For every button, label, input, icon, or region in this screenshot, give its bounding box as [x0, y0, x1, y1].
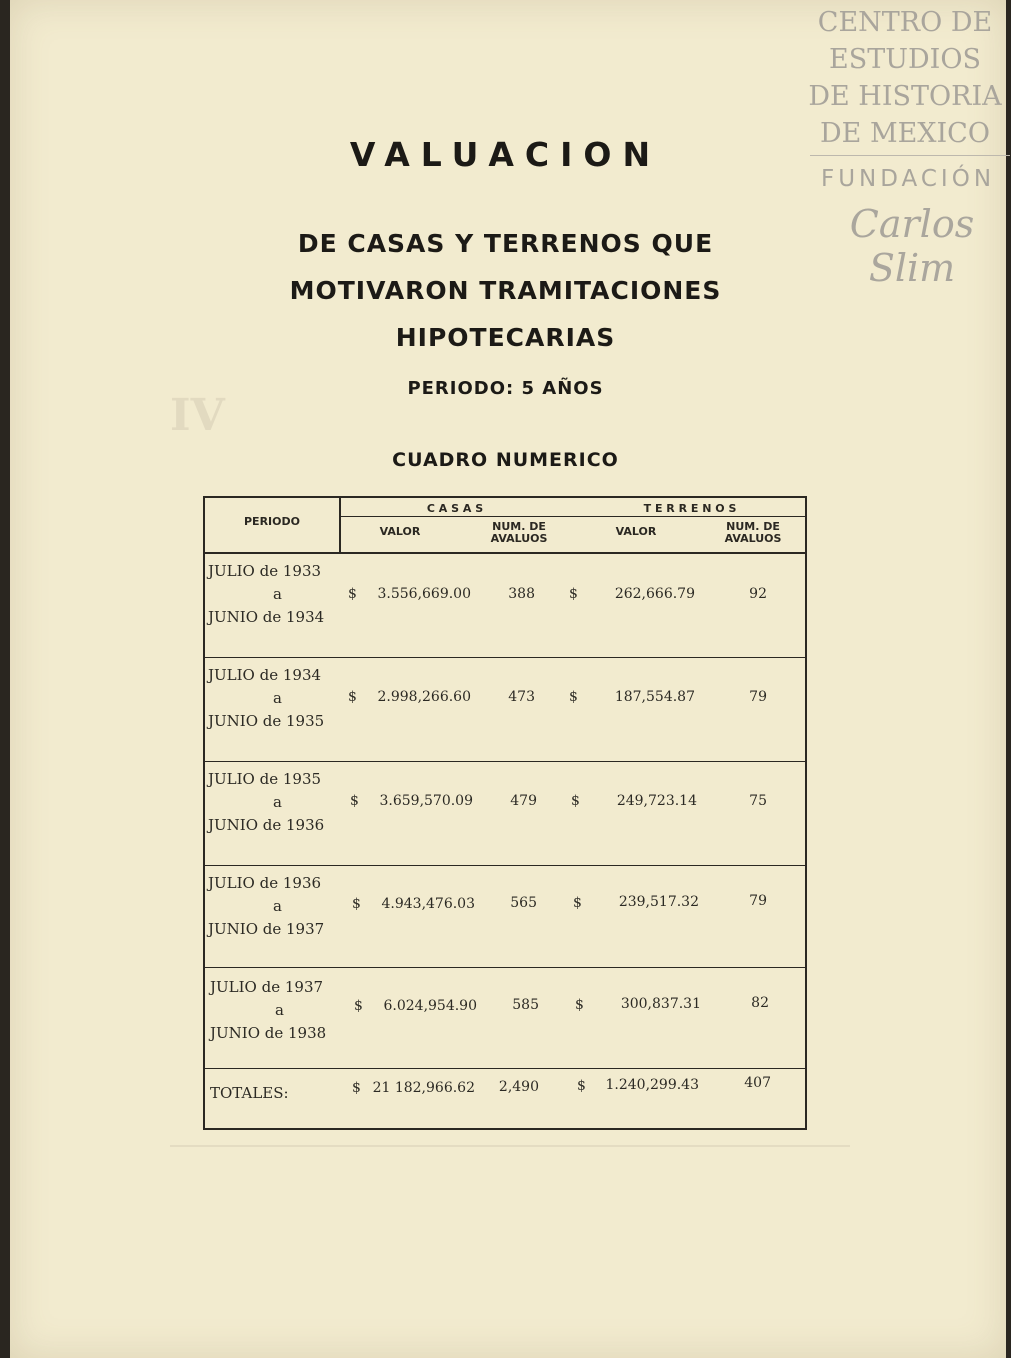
currency-sign: $: [348, 689, 357, 705]
page-subtitle: [0, 220, 1011, 361]
header-casas-valor: VALOR: [379, 525, 421, 538]
row-period-end: JUNIO de 1935: [208, 712, 325, 730]
row-period-start: JULIO de 1935: [208, 770, 322, 788]
row-divider: [205, 865, 805, 866]
row-period-sep: a: [273, 689, 282, 707]
header-terrenos: T E R R E N O S: [643, 502, 737, 515]
watermark-line: DE HISTORIA: [808, 81, 1002, 112]
totals-label: TOTALES:: [210, 1084, 289, 1102]
row-period-start: JULIO de 1933: [208, 562, 322, 580]
casas-num: 479: [510, 793, 537, 809]
row-period-end: JUNIO de 1938: [210, 1024, 327, 1042]
subtitle-line: HIPOTECARIAS: [395, 323, 616, 352]
header-casas: C A S A S: [426, 502, 484, 515]
totals-divider: [205, 1068, 805, 1069]
totals-casas-num: 2,490: [498, 1079, 539, 1095]
terrenos-num: 82: [751, 995, 769, 1011]
watermark-line: CENTRO DE: [817, 7, 993, 38]
currency-sign: $: [569, 586, 578, 602]
totals-casas-valor: 21 182,966.62: [372, 1080, 475, 1096]
currency-sign: $: [569, 689, 578, 705]
terrenos-valor: 187,554.87: [614, 689, 695, 705]
watermark-signature: Carlos Slim: [849, 202, 975, 290]
row-divider: [205, 761, 805, 762]
casas-num: 565: [510, 895, 537, 911]
header-bottom-rule: [205, 552, 805, 554]
currency-sign: $: [571, 793, 580, 809]
currency-sign: $: [575, 997, 584, 1013]
row-period-sep: a: [275, 1001, 284, 1019]
currency-sign: $: [350, 793, 359, 809]
totals-terrenos-valor: 1.240,299.43: [605, 1077, 699, 1093]
terrenos-num: 75: [749, 793, 767, 809]
watermark-foundation: FUNDACIÓN: [820, 166, 996, 192]
currency-sign: $: [352, 896, 361, 912]
totals-terrenos-num: 407: [744, 1075, 771, 1091]
row-divider: [205, 657, 805, 658]
terrenos-num: 79: [749, 689, 767, 705]
header-periodo: PERIODO: [244, 515, 300, 528]
terrenos-valor: 249,723.14: [616, 793, 697, 809]
row-period-sep: a: [273, 897, 282, 915]
table-title: CUADRO NUMERICO: [392, 449, 619, 471]
row-period-sep: a: [273, 793, 282, 811]
show-through-rule: [170, 1145, 850, 1147]
casas-num: 585: [512, 997, 539, 1013]
currency-sign: $: [573, 895, 582, 911]
terrenos-num: 92: [749, 586, 767, 602]
row-period-start: JULIO de 1934: [208, 666, 322, 684]
casas-valor: 3.556,669.00: [377, 586, 471, 602]
terrenos-valor: 262,666.79: [614, 586, 695, 602]
terrenos-num: 79: [749, 893, 767, 909]
row-period-end: JUNIO de 1937: [208, 920, 325, 938]
header-divider: [339, 498, 341, 552]
currency-sign: $: [354, 998, 363, 1014]
row-divider: [205, 967, 805, 968]
header-terrenos-num-avaluos: NUM. DE AVALUOS: [724, 520, 782, 545]
watermark-line: ESTUDIOS: [829, 44, 981, 75]
casas-valor: 6.024,954.90: [383, 998, 477, 1014]
subtitle-line: DE CASAS Y TERRENOS QUE: [297, 229, 714, 258]
row-period-end: JUNIO de 1936: [208, 816, 325, 834]
currency-sign: $: [348, 586, 357, 602]
casas-valor: 3.659,570.09: [379, 793, 473, 809]
show-through-numeral: IV: [170, 390, 225, 441]
terrenos-valor: 300,837.31: [620, 996, 701, 1012]
header-divider: [339, 516, 805, 517]
page-title: VALUACION: [349, 135, 662, 174]
watermark-line: DE MEXICO: [820, 118, 990, 149]
casas-num: 388: [508, 586, 535, 602]
header-terrenos-valor: VALOR: [615, 525, 657, 538]
header-casas-num-avaluos: NUM. DE AVALUOS: [490, 520, 548, 545]
row-period-start: JULIO de 1937: [210, 978, 324, 996]
subtitle-line: MOTIVARON TRAMITACIONES: [289, 276, 722, 305]
currency-sign: $: [352, 1080, 361, 1096]
valuation-table: [203, 496, 807, 1130]
row-period-start: JULIO de 1936: [208, 874, 322, 892]
casas-valor: 4.943,476.03: [381, 896, 475, 912]
casas-num: 473: [508, 689, 535, 705]
row-period-end: JUNIO de 1934: [208, 608, 325, 626]
currency-sign: $: [577, 1078, 586, 1094]
watermark-institution: [800, 4, 1010, 152]
casas-valor: 2.998,266.60: [377, 689, 471, 705]
row-period-sep: a: [273, 585, 282, 603]
terrenos-valor: 239,517.32: [618, 894, 699, 910]
period-label: PERIODO: 5 AÑOS: [407, 378, 604, 399]
